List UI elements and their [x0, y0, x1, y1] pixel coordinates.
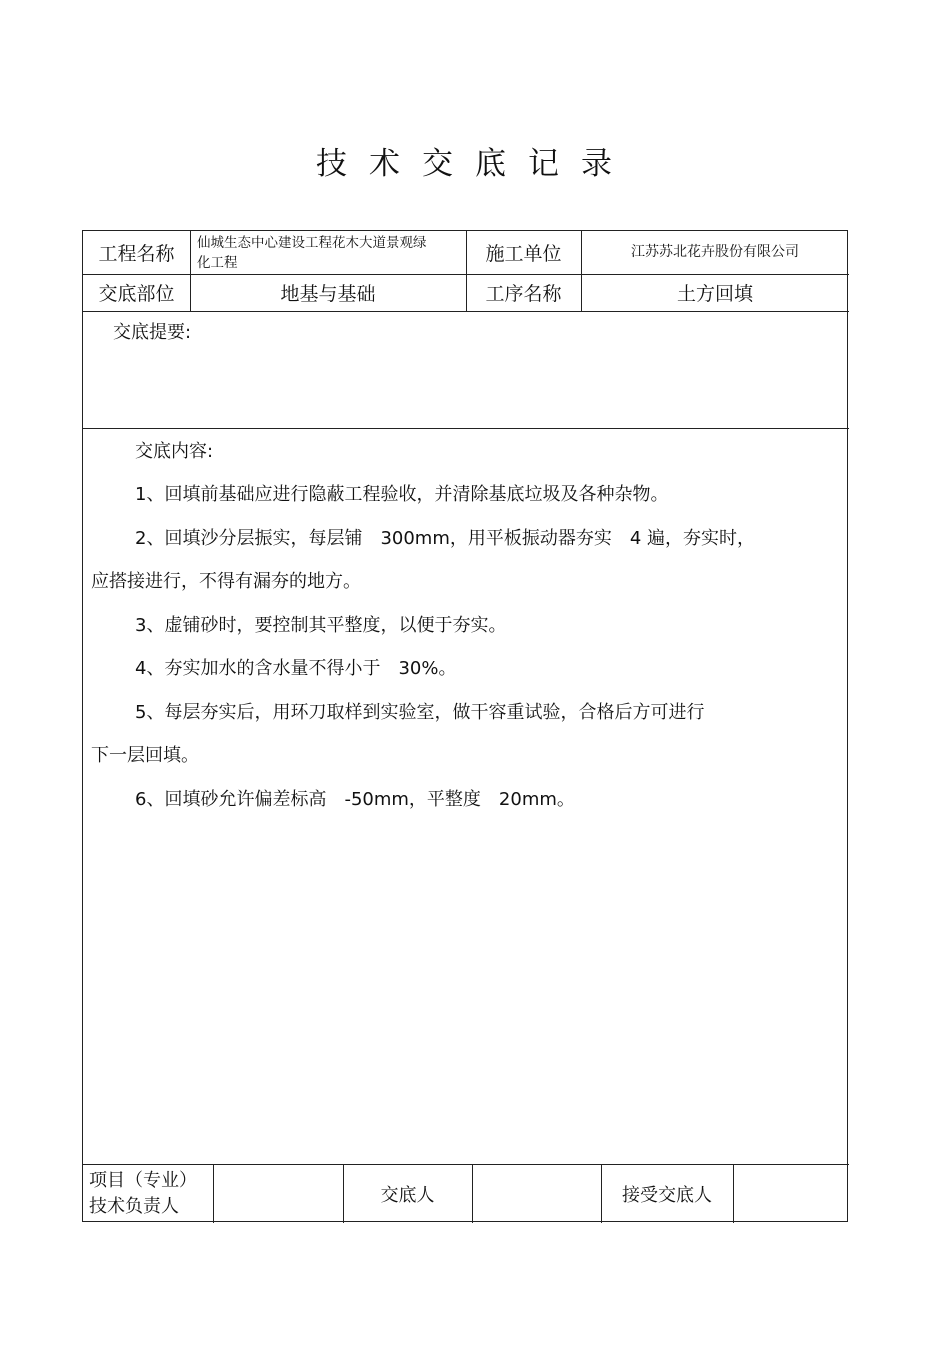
project-name-value: 仙城生态中心建设工程花木大道景观绿化工程: [197, 234, 427, 271]
construction-unit-value: 江苏苏北花卉股份有限公司: [631, 244, 799, 260]
discloser-label: 交底人: [380, 1184, 435, 1206]
receiver-signature-field[interactable]: [733, 1164, 849, 1223]
document-title: 技术交底记录: [316, 146, 634, 182]
content-item-5-line-1: 5、每层夯实后，用环刀取样到实验室，做干容重试验，合格后方可进行: [135, 702, 705, 723]
process-name-label: 工序名称: [485, 283, 562, 305]
content-item-6: 6、回填砂允许偏差标高 -50mm，平整度 20mm。: [135, 789, 575, 810]
record-table: [82, 230, 848, 1222]
disclosure-part-label: 交底部位: [98, 283, 175, 305]
tech-lead-label: [89, 1164, 213, 1223]
content-item-5-line-2: 下一层回填。: [91, 745, 199, 766]
tech-lead-signature-field[interactable]: [213, 1164, 343, 1223]
summary-label: 交底提要:: [113, 322, 192, 343]
content-item-4: 4、夯实加水的含水量不得小于 30%。: [135, 658, 457, 679]
content-item-3: 3、虚铺砂时，要控制其平整度，以便于夯实。: [135, 615, 507, 636]
tech-lead-label-line-1: 项目（专业）: [89, 1169, 197, 1191]
content-item-2-line-1: 2、回填沙分层振实，每层铺 300mm，用平板振动器夯实 4 遍，夯实时，: [135, 528, 756, 549]
receiver-label: 接受交底人: [622, 1184, 712, 1206]
disclosure-part-value: 地基与基础: [280, 283, 376, 305]
construction-unit-label: 施工单位: [485, 243, 562, 265]
tech-lead-label-line-2: 技术负责人: [89, 1195, 179, 1217]
content-item-1: 1、回填前基础应进行隐蔽工程验收，并清除基底垃圾及各种杂物。: [135, 484, 669, 505]
content-item-2-line-2: 应搭接进行，不得有漏夯的地方。: [91, 571, 361, 592]
content-label: 交底内容:: [135, 441, 214, 462]
project-name-label: 工程名称: [98, 243, 175, 265]
discloser-signature-field[interactable]: [472, 1164, 601, 1223]
process-name-value: 土方回填: [676, 283, 753, 305]
